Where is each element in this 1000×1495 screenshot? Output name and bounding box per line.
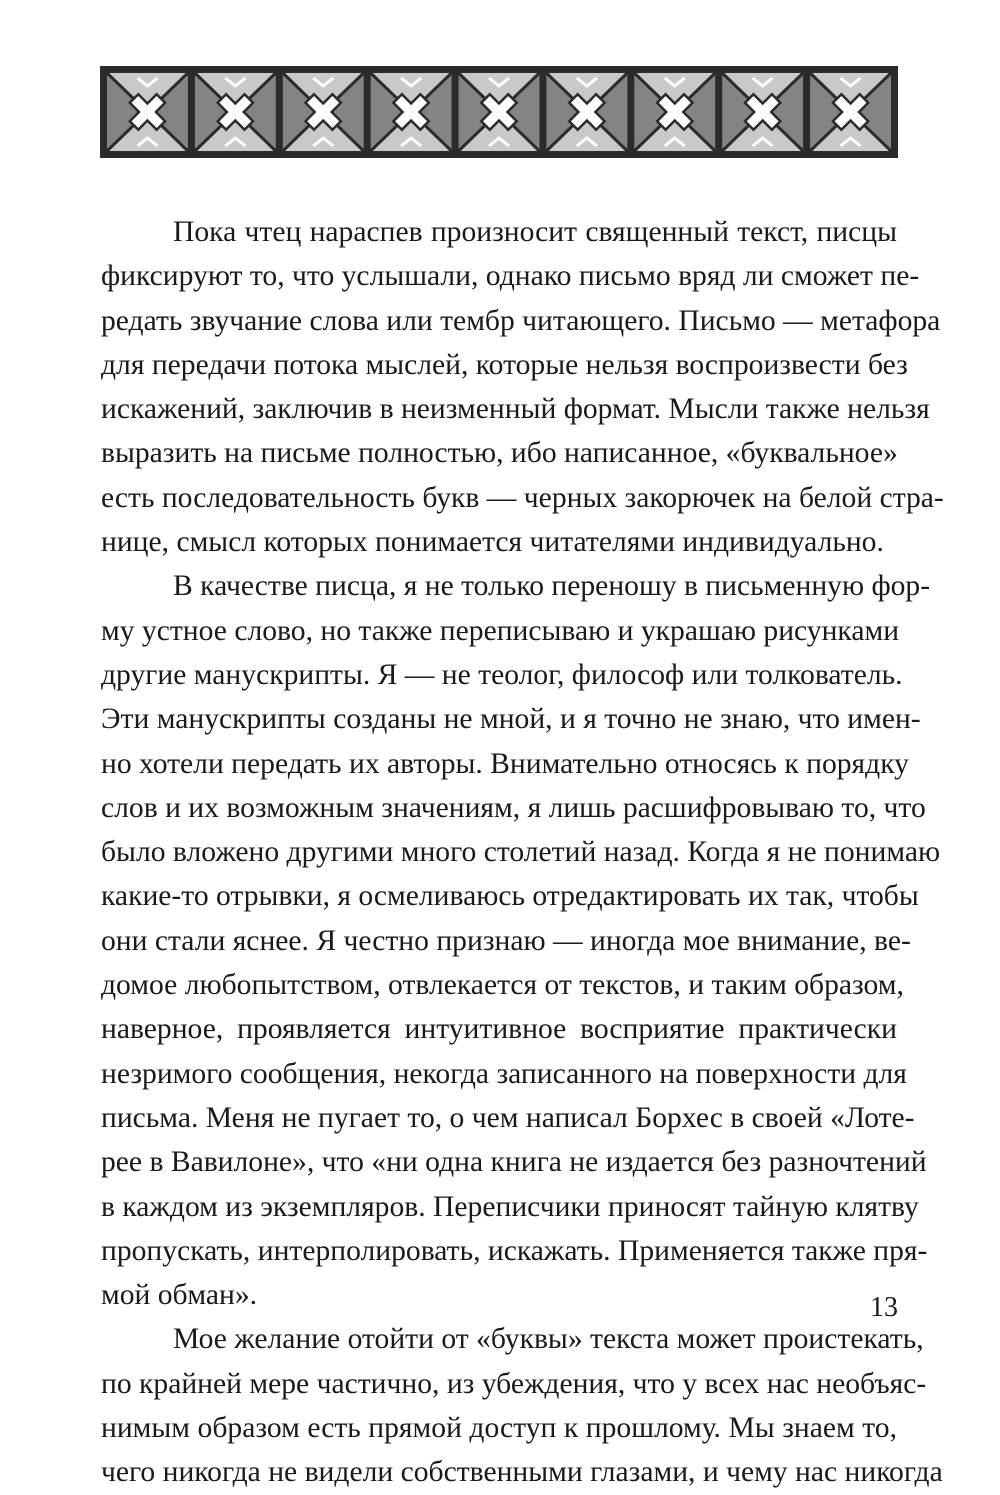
body-text (101, 210, 944, 1495)
ornament-tile (282, 72, 365, 152)
text-line: по крайней мере частично, из убеждения, что у всех нас необъяс- (101, 1367, 927, 1400)
text-line: Эти манускрипты созданы не мной, и я точно не знаю, что имен- (101, 703, 921, 736)
text-line: другие манускрипты. Я — не теолог, философ или толкователь. (101, 658, 903, 691)
ornament-tile (633, 72, 716, 152)
text-line: нице, смысл которых понимается читателями индивидуально. (101, 526, 884, 559)
text-line: незримого сообщения, некогда записанного на поверхности для (101, 1057, 907, 1090)
decorative-ornament-band (100, 66, 898, 158)
text-line: было вложено другими много столетий назад. Когда я не понимаю (101, 836, 941, 869)
text-line: домое любопытством, отвлекается от текстов, и таким образом, (101, 969, 904, 1002)
text-line: нимым образом есть прямой доступ к прошлому. Мы знаем то, (101, 1412, 897, 1445)
text-line: какие-то отрывки, я осмеливаюсь отредактировать их так, чтобы (101, 880, 919, 913)
ornament-tile (545, 72, 628, 152)
text-line: мой обман». (101, 1279, 258, 1312)
text-line: в каждом из экземпляров. Переписчики приносят тайную клятву (101, 1190, 919, 1223)
text-line: для передачи потока мыслей, которые нельзя воспроизвести без (101, 348, 908, 381)
text-line: Пока чтец нараспев произносит священный текст, писцы (173, 216, 897, 248)
text-line: чего никогда не видели собственными глазами, и чему нас никогда (101, 1456, 943, 1489)
ornament-tile (106, 72, 189, 152)
text-line: пропускать, интерполировать, искажать. Применяется также пря- (101, 1234, 928, 1267)
ornament-tile (809, 72, 892, 152)
text-line: искажений, заключив в неизменный формат. Мысли также нельзя (101, 393, 930, 426)
text-line: редать звучание слова или тембр читающего. Письмо — метафора (101, 304, 941, 337)
ornament-tile (370, 72, 453, 152)
text-line: фиксируют то, что услышали, однако письмо вряд ли сможет пе- (101, 260, 920, 293)
text-line: рее в Вавилоне», что «ни одна книга не издается без разночтений (101, 1146, 927, 1179)
text-line: письма. Меня не пугает то, о чем написал Борхес в своей «Лоте- (101, 1101, 915, 1134)
text-line: Мое желание отойти от «буквы» текста может проистекать, (173, 1323, 924, 1356)
text-line: выразить на письме полностью, ибо написанное, «буквальное» (101, 437, 898, 470)
ornament-tile (721, 72, 804, 152)
text-line: слов и их возможным значениям, я лишь расшифровываю то, что (101, 791, 926, 824)
ornament-tiles (106, 72, 892, 152)
text-line: В качестве писца, я не только переношу в письменную фор- (173, 570, 931, 603)
ornament-tile (194, 72, 277, 152)
page-number: 13 (870, 1292, 898, 1323)
text-line: но хотели передать их авторы. Внимательно относясь к порядку (101, 747, 909, 780)
ornament-tile (458, 72, 541, 152)
text-line: есть последовательность букв — черных закорючек на белой стра- (101, 481, 944, 514)
text-line: наверное, проявляется интуитивное восприятие практически (101, 1013, 897, 1046)
text-line: они стали яснее. Я честно признаю — иногда мое внимание, ве- (101, 924, 911, 957)
text-line: му устное слово, но также переписываю и украшаю рисунками (101, 614, 900, 647)
